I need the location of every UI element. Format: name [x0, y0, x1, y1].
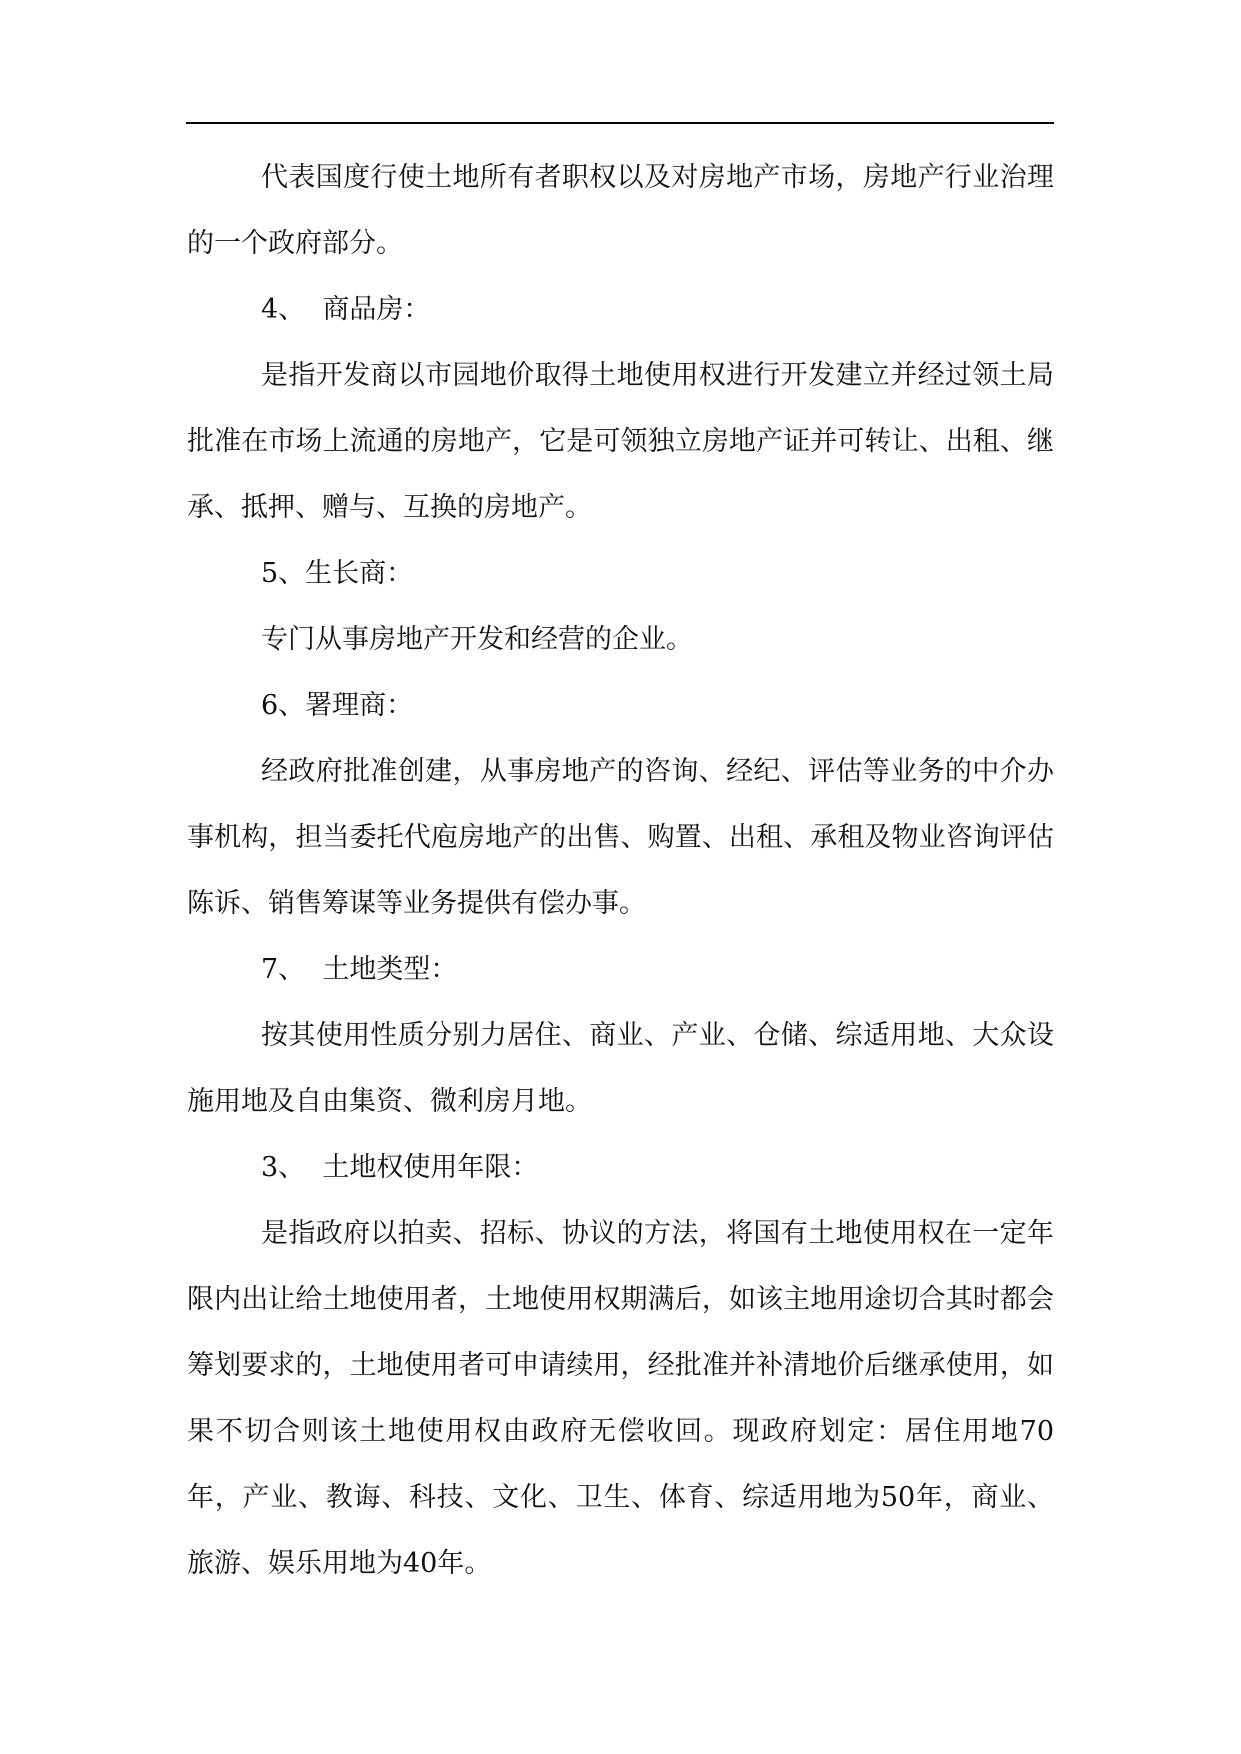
paragraph-land-type-definition: 按其使用性质分别力居住、商业、产业、仓储、综适用地、大众设施用地及自由集资、微利房月地。: [187, 1020, 1054, 1117]
heading-land-use-term: 3、 土地权使用年限：: [261, 1152, 539, 1183]
paragraph-developer-definition: 专门从事房地产开发和经营的企业。: [261, 624, 693, 655]
heading-commercial-housing: 4、 商品房：: [261, 294, 431, 325]
paragraph-land-use-term-definition: 是指政府以拍卖、招标、协议的方法，将国有土地使用权在一定年限内出让给土地使用者，土地使用权期满后，如该主地用途切合其时都会筹划要求的，土地使用者可申请续用，经批准并补清地价后继承使用，如果不切合则该土地使用权由政府无偿收回。现政府划定：居住用地70年，产业、教诲、科技、文化、卫生、体育、综适用地为50年，商业、旅游、娱乐用地为40年。: [187, 1218, 1054, 1579]
body-text: [187, 145, 1054, 1597]
heading-agent: 6、署理商：: [261, 690, 414, 721]
paragraph-agent-definition: 经政府批准创建，从事房地产的咨询、经纪、评估等业务的中介办事机构，担当委托代庖房地产的出售、购置、出租、承租及物业咨询评估陈诉、销售筹谋等业务提供有偿办事。: [187, 756, 1054, 919]
header-rule: [186, 122, 1054, 124]
heading-land-type: 7、 土地类型：: [261, 954, 458, 985]
paragraph-government-department: 代表国度行使土地所有者职权以及对房地产市场，房地产行业治理的一个政府部分。: [187, 162, 1054, 259]
paragraph-commercial-housing-definition: 是指开发商以市园地价取得土地使用权进行开发建立并经过领土局批准在市场上流通的房地产，它是可领独立房地产证并可转让、出租、继承、抵押、赠与、互换的房地产。: [187, 360, 1054, 523]
heading-developer: 5、生长商：: [261, 558, 414, 589]
